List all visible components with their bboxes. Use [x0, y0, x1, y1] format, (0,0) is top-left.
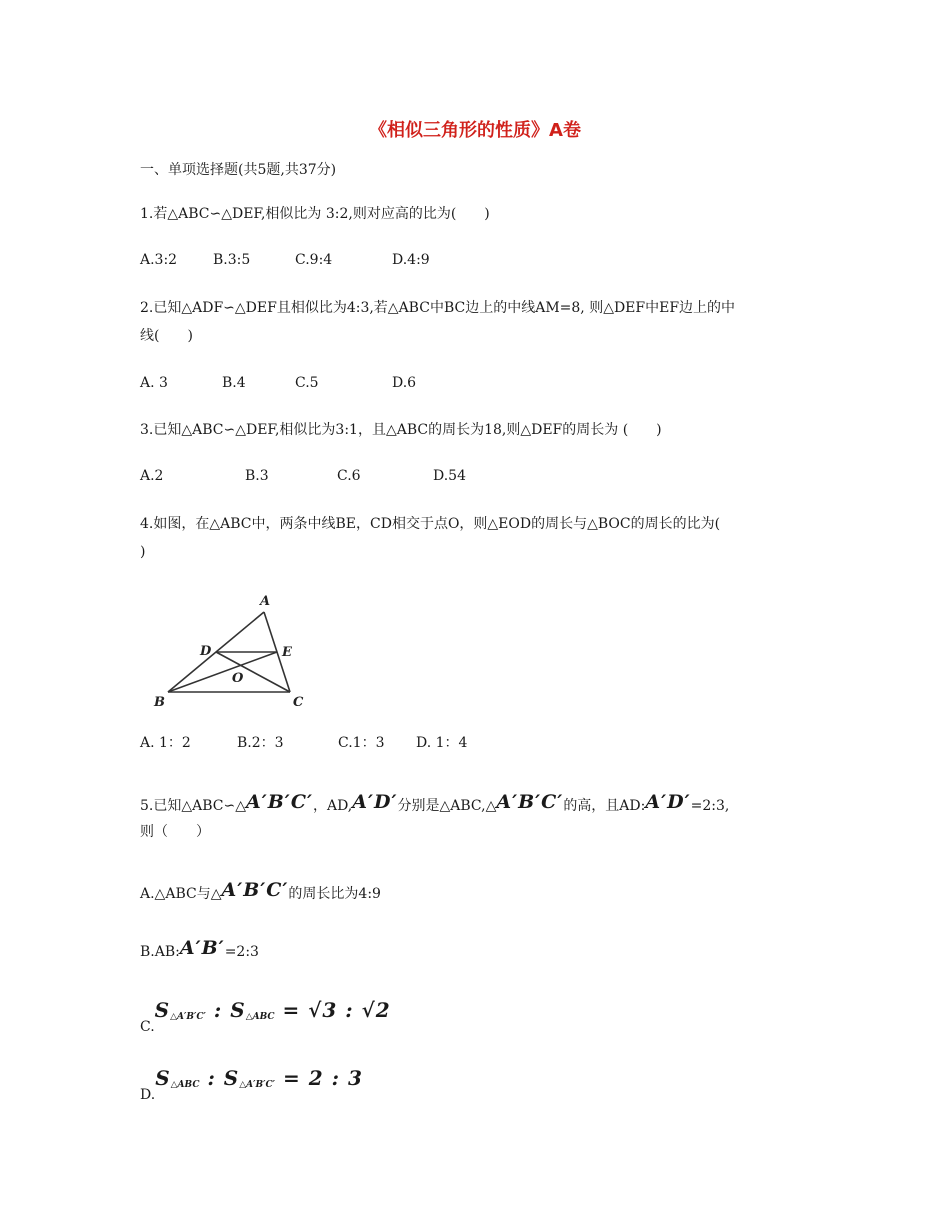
q2-option-c: C.5 — [295, 375, 319, 391]
q3-option-b: B.3 — [245, 468, 269, 484]
q4-option-d: D. 1：4 — [416, 735, 468, 751]
label-c: C — [293, 695, 304, 710]
label-e: E — [282, 645, 292, 660]
question-2-stem-line1: 2.已知△ADF∽△DEF且相似比为4:3,若△ABC中BC边上的中线AM=8, 则△DEF中EF边上的中 — [140, 300, 736, 316]
label-b: B — [154, 695, 165, 710]
label-o: O — [232, 671, 244, 686]
q5-text-2: ，AD, — [312, 798, 353, 814]
q5-option-a — [140, 880, 381, 904]
q4-option-c: C.1：3 — [338, 735, 385, 751]
question-4-stem-line1: 4.如图，在△ABC中，两条中线BE，CD相交于点O，则△EOD的周长与△BOC的周长的比为( — [140, 516, 721, 532]
q2-option-b: B.4 — [222, 375, 246, 391]
q5-opt-d-s2: S — [223, 1066, 240, 1090]
q5-opt-d-rest: = 2 : 3 — [275, 1066, 363, 1090]
q5-opt-c-s2: S — [230, 998, 246, 1022]
q5-option-c — [140, 1000, 391, 1037]
q5-text-3: 分别是△ABC,△ — [397, 798, 497, 814]
median-be — [168, 652, 277, 692]
q1-option-c: C.9:4 — [295, 252, 333, 268]
q3-option-d: D.54 — [433, 468, 466, 484]
q1-option-a: A.3:2 — [140, 252, 178, 268]
q5-opt-a-text-1: A.△ABC与△ — [140, 886, 222, 902]
q5-opt-c-sub2: △ABC — [245, 1012, 275, 1022]
q5-text-5: =2:3, — [690, 798, 730, 814]
q5-opt-d-label: D. — [140, 1087, 156, 1103]
q5-text-1: 5.已知△ABC∽△ — [140, 798, 246, 814]
q4-option-a: A. 1：2 — [140, 735, 191, 751]
question-2-stem-line2: 线( ) — [140, 328, 193, 344]
q4-option-b: B.2：3 — [237, 735, 284, 751]
q2-option-a: A. 3 — [140, 375, 168, 391]
q5-opt-d-s1: S — [155, 1066, 171, 1090]
question-5-stem-line2: 则（ ） — [140, 824, 210, 840]
question-5-stem-line1 — [140, 792, 729, 816]
q5-opt-c-s1: S — [154, 998, 171, 1022]
q1-option-d: D.4:9 — [392, 252, 430, 268]
q5-opt-b-text-1: B.AB: — [140, 944, 180, 960]
q5-opt-b-text-2: =2:3 — [224, 944, 259, 960]
q5-opt-c-label: C. — [140, 1019, 155, 1035]
q5-opt-d-colon: : — [199, 1066, 224, 1090]
q5-opt-c-sub1: △A′B′C′ — [170, 1012, 206, 1022]
q5-option-b — [140, 938, 259, 962]
question-1-stem: 1.若△ABC∽△DEF,相似比为 3:2,则对应高的比为( ) — [140, 206, 490, 222]
q5-opt-d-sub2: △A′B′C′ — [239, 1080, 276, 1090]
section-heading: 一、单项选择题(共5题,共37分) — [140, 162, 337, 178]
q5-math-ad-prime: A′D′ — [352, 791, 398, 813]
q5-math-abc-prime: A′B′C′ — [246, 791, 313, 813]
triangle-figure — [146, 588, 318, 712]
q5-math-abc-prime-2: A′B′C′ — [496, 791, 564, 813]
q1-option-b: B.3:5 — [213, 252, 251, 268]
q5-opt-c-colon: : — [205, 998, 231, 1022]
q5-option-d — [140, 1068, 363, 1105]
q5-opt-c-rest: = √3 : √2 — [274, 998, 391, 1022]
question-4-stem-line2: ) — [140, 544, 146, 560]
q5-text-4: 的高，且AD: — [563, 798, 646, 814]
q2-option-d: D.6 — [392, 375, 417, 391]
q5-opt-d-sub1: △ABC — [170, 1080, 200, 1090]
label-d: D — [200, 644, 212, 659]
question-3-stem: 3.已知△ABC∽△DEF,相似比为3:1，且△ABC的周长为18,则△DEF的周长为 ( ) — [140, 422, 662, 438]
q5-math-ad-prime-2: A′D′ — [645, 791, 691, 813]
q5-opt-b-math: A′B′ — [179, 937, 225, 959]
q5-opt-a-math: A′B′C′ — [221, 879, 289, 901]
page-title: 《相似三角形的性质》A卷 — [369, 120, 581, 141]
q3-option-a: A.2 — [140, 468, 164, 484]
label-a: A — [260, 594, 271, 609]
q5-opt-a-text-2: 的周长比为4:9 — [288, 886, 381, 902]
q3-option-c: C.6 — [337, 468, 361, 484]
